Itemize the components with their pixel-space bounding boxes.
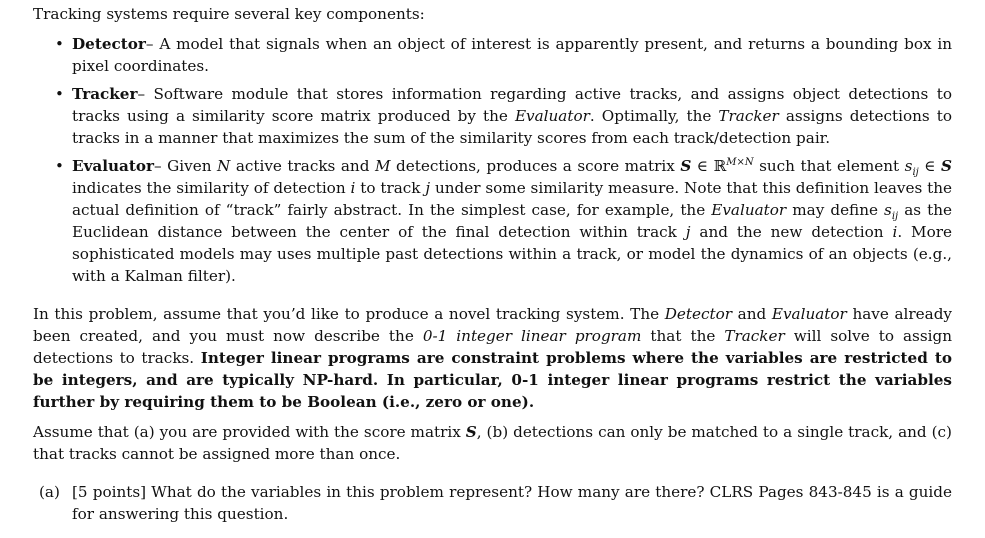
bullet-icon: • [55,85,64,103]
list-item-evaluator: • Evaluator– Given N active tracks and M detections, produces a score matrix S ∈ ℝ$^{M\times N}$ such that element $s_{ij}$ ∈ S indicates the similarity of detection i to track j under some similarity measure. Note that this definition leaves the actual definition of “track” fairly abstract. In the simplest case, for example, the Evaluator may define $s_{ij}$ as the Euclidean distance between the center of the final detection within track j and the new detection i. More sophisticated models may uses multiple past detections within a track, or model the dynamics of an objects (e.g., with a Kalman filter). [55,156,953,285]
document-page [33,3,952,525]
intro-text: Tracking systems require several key components: [33,5,425,23]
problem-paragraph: In this problem, assume that you’d like to produce a novel tracking system. The Detector and Evaluator have already been created, and you must now describe the 0-1 integer linear program that the Tracker will solve to assign detections to tracks. Integer linear programs are constraint problems where the variables are restricted to be integers, and are typically NP-hard. In particular, 0-1 integer linear programs restrict the variables further by requiring them to be Boolean (i.e., zero or one). [33,305,953,411]
assumptions-paragraph: Assume that (a) you are provided with the score matrix S, (b) detections can only be matched to a single track, and (c) that tracks cannot be assigned more than once. [33,423,952,463]
detector-description: A model that signals when an object of interest is apparently present, and returns a bounding box in pixel coordinates. [72,35,953,75]
term-evaluator: Evaluator [72,157,155,175]
emphasis-text: Integer linear programs are constraint problems where the variables are restricted to be integers, and are typically NP-hard. In particular, 0-1 integer linear programs restrict the variables further by requiring them to be Boolean (i.e., zero or one). [33,349,952,411]
question-text: [5 points] What do the variables in this problem represent? How many are there? CLRS Pages 843-845 is a guide for answering this question. [72,483,952,523]
bullet-icon: • [55,35,64,53]
term-tracker: Tracker [72,85,138,103]
list-item-tracker: • Tracker– Software module that stores information regarding active tracks, and assigns object detections to tracks using a similarity score matrix produced by the Evaluator. Optimally, the Tracker assigns detections to tracks in a manner that maximizes the sum of the similarity scores from each track/detection pair. [55,85,953,147]
term-detector: Detector [72,35,146,53]
question-label: (a) [39,483,60,501]
list-item-detector: • Detector– A model that signals when an object of interest is apparently present, and returns a bounding box in pixel coordinates. [55,35,953,75]
question-a [33,481,952,525]
bullet-icon: • [55,157,64,175]
component-list [33,33,952,287]
